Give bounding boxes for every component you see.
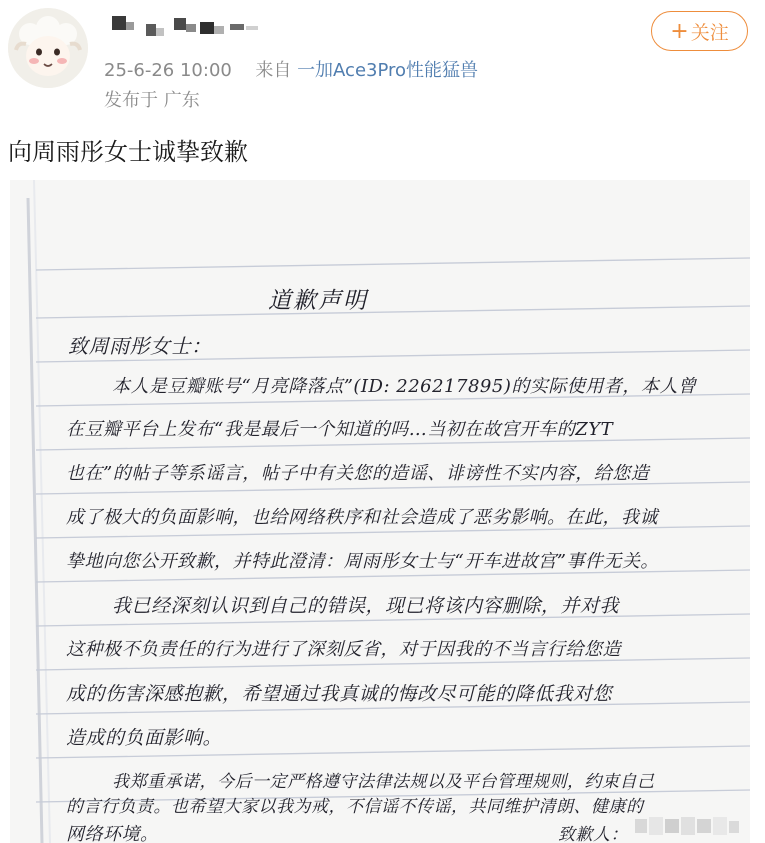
sheep-avatar-icon (8, 8, 88, 88)
post-date: 25-6-26 10:00 (104, 60, 232, 81)
signature-label: 致歉人： (558, 825, 628, 843)
letter-line: 致周雨彤女士： (68, 334, 212, 358)
letter-line: 本人是豆瓣账号“月亮降落点”(ID: 226217895)的实际使用者，本人曾 (112, 376, 697, 397)
device-link[interactable]: 一加Ace3Pro性能猛兽 (297, 60, 479, 81)
letter-line: 成的伤害深感抱歉，希望通过我真诚的悔改尽可能的降低我对您 (66, 683, 613, 705)
source-prefix: 来自 (255, 60, 292, 81)
mosaic-icon (112, 14, 272, 40)
letter-line: 我已经深刻认识到自己的错误，现已将该内容删除，并对我 (112, 595, 620, 617)
mosaic-icon (635, 813, 740, 839)
post-text: 向周雨彤女士诚挚致歉 (8, 138, 248, 166)
letter-line: 的言行负责。也希望大家以我为戒，不信谣不传谣，共同维护清朗、健康的 (66, 797, 644, 817)
follow-label: 关注 (690, 21, 729, 44)
post-meta (104, 56, 478, 82)
username-redacted[interactable] (112, 14, 272, 40)
letter-line: 在豆瓣平台上发布“我是最后一个知道的吗…当初在故宫开车的ZYT (66, 419, 614, 440)
letter-line: 我郑重承诺，今后一定严格遵守法律法规以及平台管理规则，约束自己 (112, 772, 655, 792)
post-header (0, 0, 765, 120)
letter-line: 挚地向您公开致歉，并特此澄清：周雨彤女士与“开车进故宫”事件无关。 (66, 551, 659, 572)
letter-title: 道歉声明 (268, 288, 368, 314)
letter-line: 也在”的帖子等系谣言，帖子中有关您的造谣、诽谤性不实内容，给您造 (66, 463, 650, 484)
letter-line: 网络环境。 (66, 824, 159, 843)
apology-letter-image[interactable] (10, 180, 750, 843)
post-location: 发布于 广东 (104, 90, 200, 111)
letter-line: 造成的负面影响。 (66, 727, 223, 749)
letter-line: 成了极大的负面影响，也给网络秩序和社会造成了恶劣影响。在此，我诚 (66, 507, 658, 528)
plus-icon: + (670, 18, 689, 44)
watermark-redacted (635, 813, 740, 839)
avatar[interactable] (8, 8, 88, 88)
follow-button[interactable] (651, 11, 748, 51)
letter-line: 这种极不负责任的行为进行了深刻反省，对于因我的不当言行给您造 (66, 639, 621, 660)
